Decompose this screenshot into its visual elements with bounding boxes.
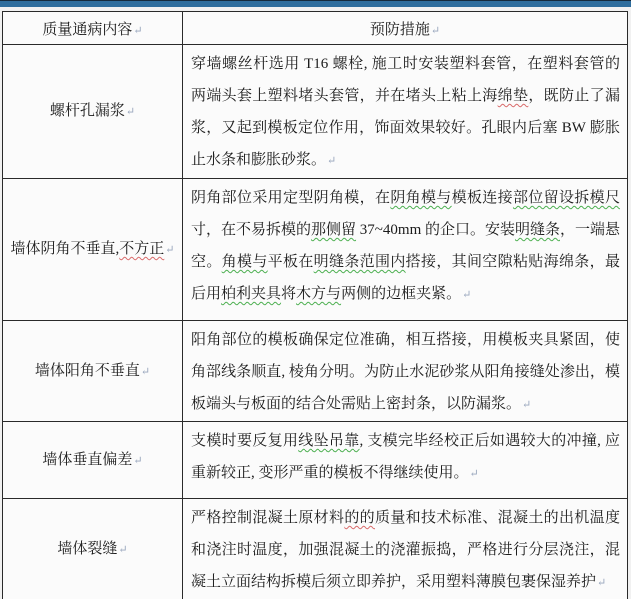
spellcheck-marked-text: 角模与 — [221, 254, 268, 270]
text-segment: 螺杆孔漏浆 — [49, 103, 125, 119]
spellcheck-marked-text: 明缝条范围内 — [313, 254, 406, 270]
paragraph-mark-icon: ↵ — [140, 365, 151, 378]
paragraph-mark-icon: ↵ — [133, 24, 143, 37]
paragraph-mark-icon: ↵ — [125, 106, 136, 118]
spellcheck-marked-text: 阴角模与 — [390, 190, 452, 206]
paragraph-mark-icon: ↵ — [522, 399, 532, 411]
text-segment: 墙体垂直偏差 — [42, 451, 133, 468]
paragraph-mark-icon: ↵ — [133, 454, 143, 467]
spellcheck-marked-text: 明缝条 — [514, 222, 560, 238]
table-row — [3, 422, 628, 499]
header-cell-measures — [183, 12, 628, 45]
text-segment: 寸，在不易拆模的 — [191, 222, 312, 238]
text-segment: 37~40mm 的企口。安装 — [356, 222, 515, 238]
issue-label — [35, 363, 140, 379]
measures-text — [191, 510, 620, 590]
measures-text — [191, 332, 620, 412]
spellcheck-marked-text: 柏利夹具 — [221, 286, 282, 302]
text-segment: 支模时要反复用 — [191, 433, 299, 449]
text-segment: 阳角部位的模板确保定位准确，相互搭接，用模板夹具紧固，使角部线条顺直, 棱角分明。为防止水泥砂浆从阳角接缝处渗出，模板端头与板面的结合处需贴上密封条，以防漏浆。 — [191, 332, 620, 412]
text-segment: 严格控制混凝土原材料 — [191, 510, 345, 526]
text-segment: 模板连接 — [451, 190, 513, 206]
measures-text — [191, 56, 620, 168]
issue-cell — [3, 179, 183, 321]
table-row — [3, 499, 628, 599]
spellcheck-marked-text: 部位留设拆模尺 — [512, 190, 620, 206]
top-accent-bar — [0, 0, 631, 7]
spellcheck-marked-text: 线坠吊靠 — [298, 433, 360, 449]
table-row — [3, 179, 628, 321]
measures-cell — [183, 499, 628, 599]
paragraph-mark-icon: ↵ — [597, 577, 607, 589]
text-segment: 搭接，其间空隙粘贴海绵条，最后用 — [191, 254, 620, 302]
issue-cell — [3, 422, 183, 499]
spellcheck-marked-text: 的的 — [344, 510, 375, 526]
quality-defects-table — [2, 11, 628, 599]
table-row — [3, 45, 628, 179]
issue-label — [11, 241, 165, 257]
table-row — [3, 321, 628, 422]
text-segment: 阴角部位采用定型阴角模，在 — [191, 190, 391, 206]
text-segment: 两侧的边框夹紧。 — [341, 286, 462, 302]
issue-cell — [3, 499, 183, 599]
paragraph-mark-icon: ↵ — [430, 24, 441, 37]
issue-label — [57, 541, 117, 557]
text-segment: 平板在 — [267, 254, 314, 270]
issue-cell — [3, 321, 183, 422]
measures-cell — [183, 321, 628, 422]
measures-text — [191, 190, 620, 302]
text-segment: ，一端悬空。 — [191, 222, 621, 270]
text-segment: 质量和技术标准、混凝土的出机温度和浇注时温度，加强混凝土的浇灌振捣，严格进行分层浇注，混凝土立面结构拆模后须立即养护，采用塑料薄膜包裹保湿养护 — [191, 510, 620, 590]
paragraph-mark-icon: ↵ — [118, 543, 128, 556]
header-cell-issue — [3, 12, 183, 45]
spellcheck-marked-text: 木方与 — [296, 286, 342, 302]
text-segment: 穿墙螺丝杆选用 T16 螺栓, 施工时安装塑料套管，在塑料套管的两端头套上塑料堵头套管，并在堵头上粘上海 — [191, 56, 620, 104]
measures-cell — [183, 45, 628, 179]
text-segment: 墙体阴角不垂直, — [10, 241, 120, 257]
spellcheck-marked-text: 绵垫 — [497, 88, 529, 104]
spellcheck-marked-text: 那侧留 — [311, 222, 357, 238]
issue-cell — [3, 45, 183, 179]
text-segment: 将 — [281, 286, 297, 302]
header-measures-label: 预防措施 — [369, 21, 430, 38]
text-segment: 墙体裂缝 — [57, 540, 118, 557]
text-segment: , 支模完毕经校正后如遇较大的冲撞, 应重新较正, 变形严重的模板不得继续使用。 — [191, 433, 620, 481]
paragraph-mark-icon: ↵ — [165, 244, 175, 256]
measures-cell — [183, 422, 628, 499]
measures-text — [191, 433, 620, 481]
issue-label — [42, 452, 132, 468]
measures-cell — [183, 179, 628, 321]
paragraph-mark-icon: ↵ — [327, 155, 337, 167]
issue-label — [50, 103, 125, 119]
text-segment: ，既防止了漏浆，又起到模板定位作用，饰面效果较好。孔眼内后塞 BW 膨胀止水条和膨胀砂浆。 — [191, 88, 620, 168]
header-row — [3, 12, 628, 45]
header-issue-label: 质量通病内容 — [42, 21, 133, 38]
text-segment: 墙体阳角不垂直 — [34, 362, 140, 379]
paragraph-mark-icon: ↵ — [469, 468, 479, 480]
spellcheck-marked-text: 不方正 — [119, 241, 165, 257]
paragraph-mark-icon: ↵ — [462, 289, 472, 301]
